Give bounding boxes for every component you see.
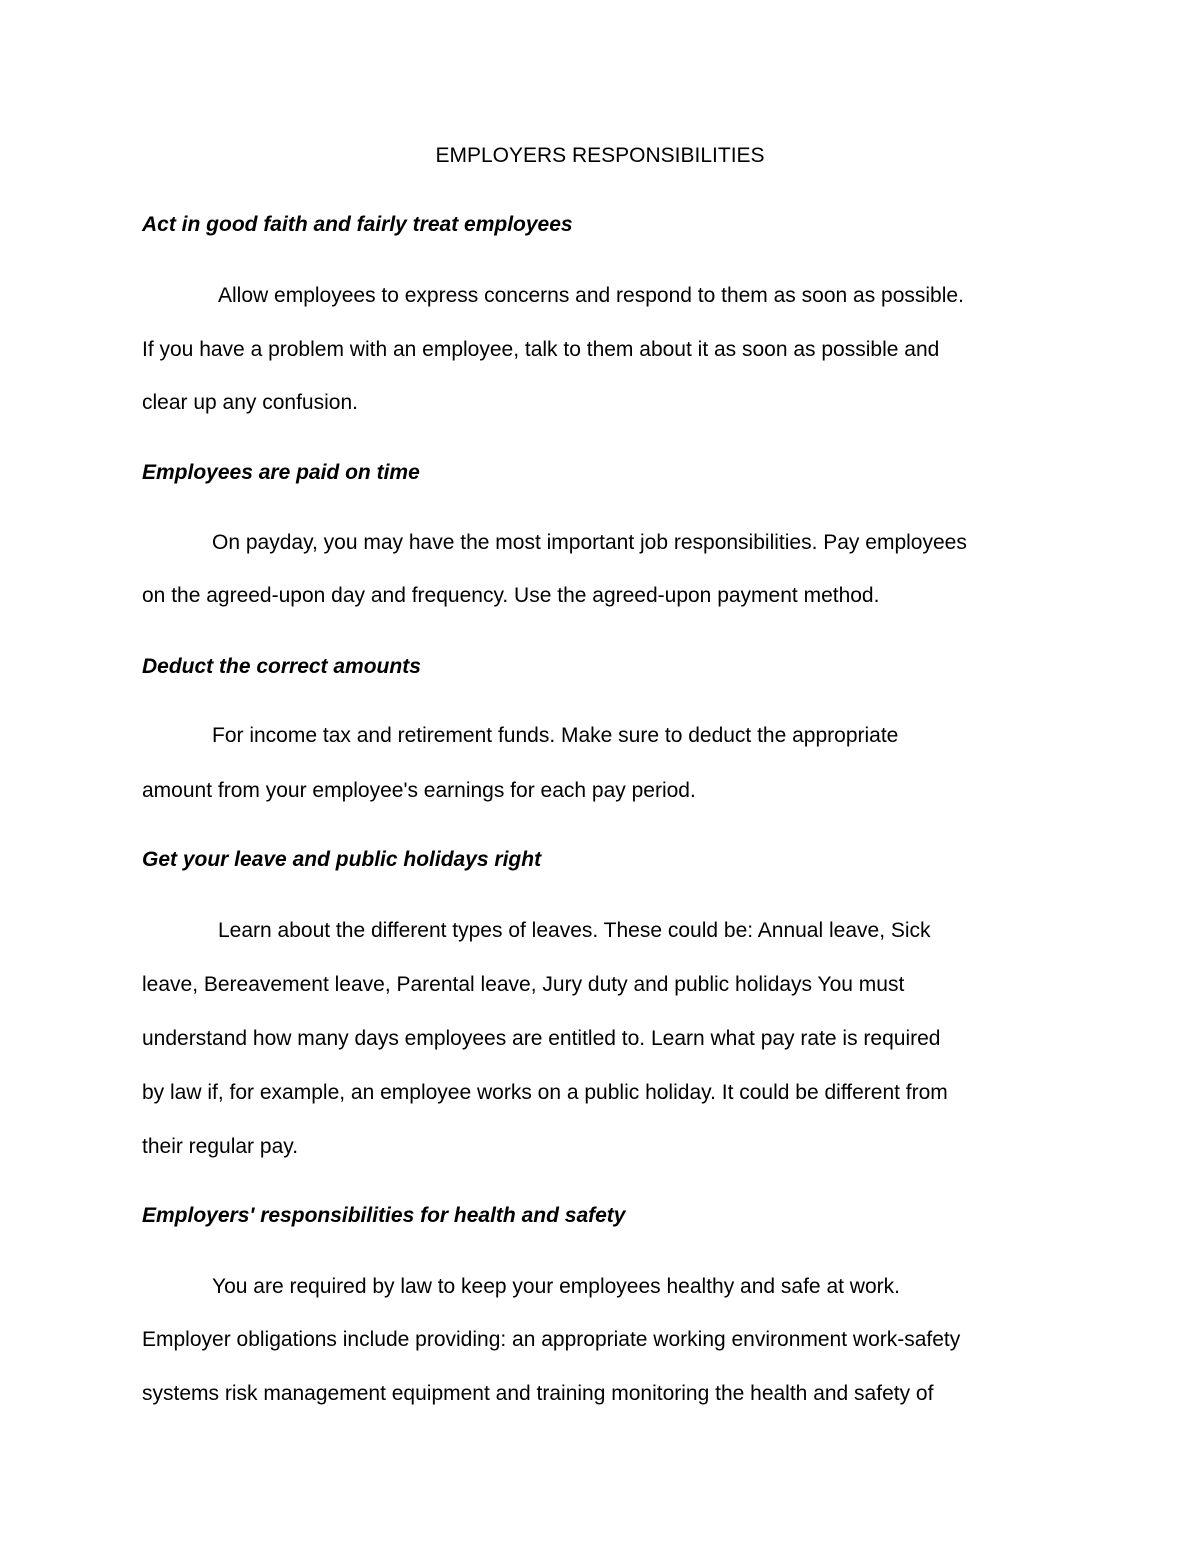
paragraph-line: amount from your employee's earnings for each pay period. [142,779,696,802]
paragraph-line: systems risk management equipment and training monitoring the health and safety of [142,1382,934,1405]
section-heading-paid-on-time: Employees are paid on time [142,461,420,484]
paragraph-line: Learn about the different types of leaves. These could be: Annual leave, Sick [218,919,931,942]
document-title: EMPLOYERS RESPONSIBILITIES [435,144,765,167]
section-heading-health-safety: Employers' responsibilities for health and safety [142,1204,626,1227]
paragraph-line: For income tax and retirement funds. Make sure to deduct the appropriate [212,724,899,747]
paragraph-line: Allow employees to express concerns and respond to them as soon as possible. [218,284,964,307]
paragraph-line: on the agreed-upon day and frequency. Use the agreed-upon payment method. [142,584,880,607]
section-heading-leave-holidays: Get your leave and public holidays right [142,848,542,871]
paragraph-line: understand how many days employees are entitled to. Learn what pay rate is required [142,1027,941,1050]
paragraph-line: You are required by law to keep your employees healthy and safe at work. [212,1275,900,1298]
paragraph-line: On payday, you may have the most important job responsibilities. Pay employees [212,531,967,554]
paragraph-line: by law if, for example, an employee works on a public holiday. It could be different from [142,1081,948,1104]
section-heading-good-faith: Act in good faith and fairly treat employees [142,213,573,236]
paragraph-line: leave, Bereavement leave, Parental leave, Jury duty and public holidays You must [142,973,905,996]
paragraph-line: their regular pay. [142,1135,299,1158]
paragraph-line: If you have a problem with an employee, talk to them about it as soon as possible and [142,338,940,361]
paragraph-line: Employer obligations include providing: an appropriate working environment work-safety [142,1328,961,1351]
paragraph-line: clear up any confusion. [142,391,358,414]
section-heading-deduct-amounts: Deduct the correct amounts [142,655,421,678]
